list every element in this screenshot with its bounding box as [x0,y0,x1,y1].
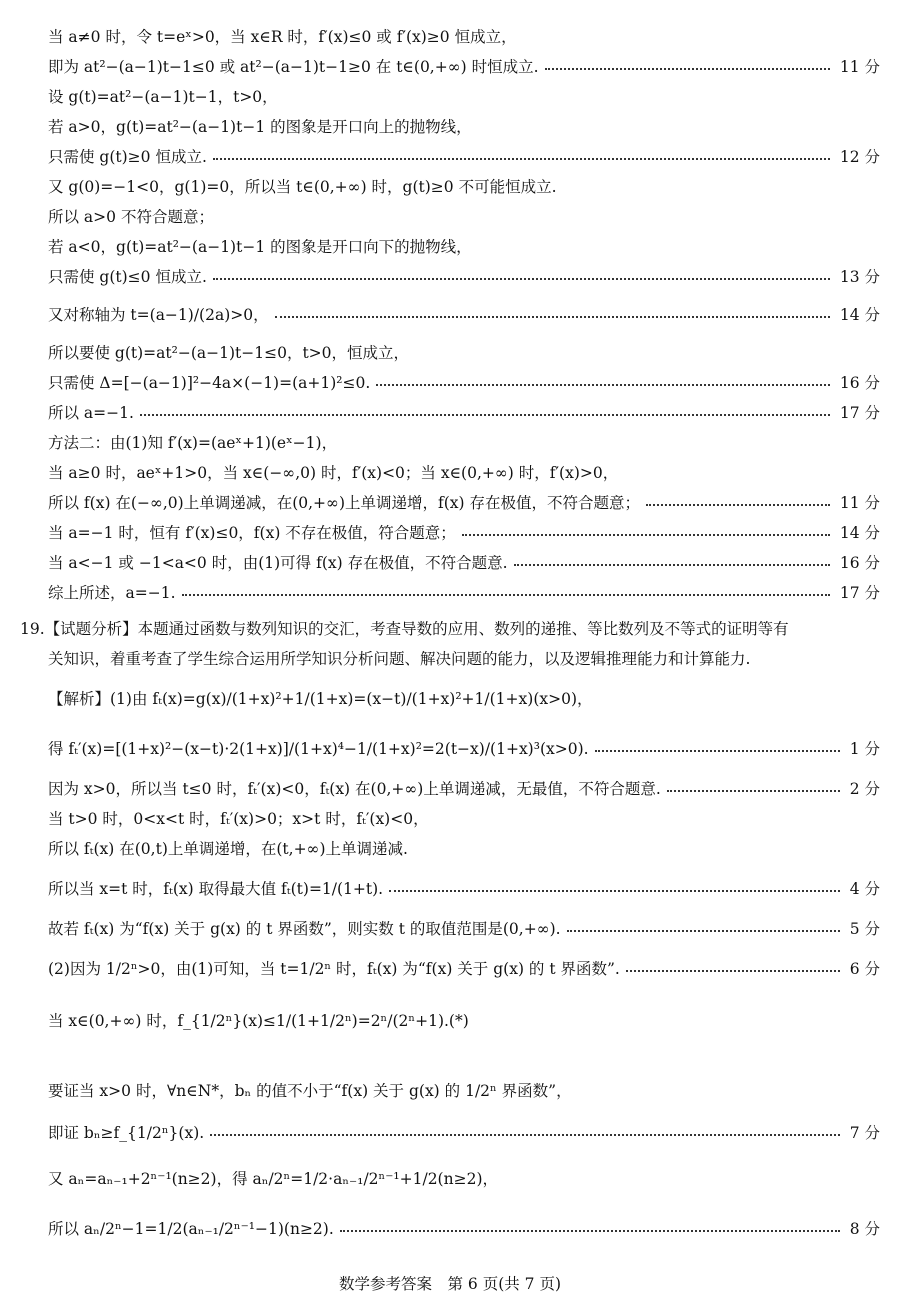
line-text: 所以 fₜ(x) 在(0,t)上单调递增，在(t,+∞)上单调递减. [48,840,408,858]
line-text: 只需使 g(t)≥0 恒成立. [48,148,207,166]
line-text: 所以 aₙ/2ⁿ−1=1/2(aₙ₋₁/2ⁿ⁻¹−1)(n≥2). [48,1220,334,1238]
line-text: 当 a≥0 时，aeˣ+1>0，当 x∈(−∞,0) 时，f′(x)<0；当 x∈(0,+∞) 时，f′(x)>0， [48,464,619,482]
line-text: 当 a<−1 或 −1<a<0 时，由(1)可得 f(x) 存在极值，不符合题意. [48,554,508,572]
answer-line [48,462,880,484]
line-text: 所以 a>0 不符合题意； [48,208,214,226]
answer-line [48,1168,880,1190]
score-label: 4 分 [849,880,880,898]
line-text: 设 g(t)=at²−(a−1)t−1，t>0， [48,88,278,106]
answer-line [48,236,880,258]
leader-dots [182,594,830,596]
answer-line [48,176,880,198]
answer-line [48,552,880,574]
answer-line [48,116,880,138]
line-text: 当 t>0 时，0<x<t 时，fₜ′(x)>0；x>t 时，fₜ′(x)<0， [48,810,429,828]
answer-line [48,432,880,454]
answer-line [48,778,880,800]
answer-line [48,492,880,514]
score-label: 17 分 [839,584,880,602]
line-text: 所以当 x=t 时，fₜ(x) 取得最大值 fₜ(t)=1/(1+t). [48,880,384,898]
leader-dots [376,384,830,386]
answer-line [48,206,880,228]
score-label: 17 分 [839,404,880,422]
answer-line [48,1080,880,1102]
leader-dots [567,930,840,932]
answer-line [48,304,880,326]
leader-dots [626,970,840,972]
page-footer: 数学参考答案 第 6 页(共 7 页) [338,1275,562,1293]
line-text: 只需使 g(t)≤0 恒成立. [48,268,207,286]
answer-line [48,1122,880,1144]
score-label: 5 分 [849,920,880,938]
leader-dots [646,504,830,506]
answer-line [48,918,880,940]
leader-dots [595,750,840,752]
leader-dots [667,790,840,792]
line-text: 若 a<0，g(t)=at²−(a−1)t−1 的图象是开口向下的抛物线， [48,238,472,256]
score-label: 11 分 [839,58,880,76]
score-label: 7 分 [849,1124,880,1142]
score-label: 6 分 [849,960,880,978]
answer-line [48,808,880,830]
score-label: 12 分 [839,148,880,166]
line-text: 因为 x>0，所以当 t≤0 时，fₜ′(x)<0，fₜ(x) 在(0,+∞)上单调递减，无最值，不符合题意. [48,780,661,798]
leader-dots [340,1230,840,1232]
line-text: 当 a≠0 时，令 t=eˣ>0，当 x∈R 时，f′(x)≤0 或 f′(x)≥0 恒成立， [48,28,517,46]
score-label: 1 分 [849,740,880,758]
leader-dots [462,534,830,536]
answer-line [48,688,880,710]
line-text: (2)因为 1/2ⁿ>0，由(1)可知，当 t=1/2ⁿ 时，fₜ(x) 为“f(x) 关于 g(x) 的 t 界函数”. [48,960,620,978]
score-label: 13 分 [839,268,880,286]
line-text: 又 aₙ=aₙ₋₁+2ⁿ⁻¹(n≥2)，得 aₙ/2ⁿ=1/2·aₙ₋₁/2ⁿ⁻¹+1/2(n≥2)， [48,1170,498,1188]
score-label: 2 分 [849,780,880,798]
line-text: 综上所述，a=−1. [48,584,176,602]
line-text: 要证当 x>0 时，∀n∈N*，bₙ 的值不小于“f(x) 关于 g(x) 的 1/2ⁿ 界函数”， [48,1082,572,1100]
answer-line [48,266,880,288]
leader-dots [514,564,830,566]
answer-line [48,738,880,760]
answer-line [48,86,880,108]
line-text: 得 fₜ′(x)=[(1+x)²−(x−t)·2(1+x)]/(1+x)⁴−1/(1+x)²=2(t−x)/(1+x)³(x>0). [48,740,589,758]
answer-line [48,958,880,980]
line-text: 又对称轴为 t=(a−1)/(2a)>0， [48,306,269,324]
answer-line [48,878,880,900]
line-text: 当 a=−1 时，恒有 f′(x)≤0，f(x) 不存在极值，符合题意； [48,524,456,542]
leader-dots [213,278,830,280]
leader-dots [213,158,830,160]
score-label: 16 分 [839,554,880,572]
leader-dots [389,890,840,892]
answer-line [20,618,880,640]
answer-line [48,372,880,394]
score-label: 8 分 [849,1220,880,1238]
answer-line [48,648,880,670]
answer-line [48,342,880,364]
score-label: 14 分 [839,524,880,542]
line-text: 19.【试题分析】本题通过函数与数列知识的交汇，考查导数的应用、数列的递推、等比数列及不等式的证明等有 [20,620,789,638]
answer-line [48,582,880,604]
line-text: 当 x∈(0,+∞) 时，f_{1/2ⁿ}(x)≤1/(1+1/2ⁿ)=2ⁿ/(2ⁿ+1).(*) [48,1012,469,1030]
line-text: 关知识，着重考查了学生综合运用所学知识分析问题、解决问题的能力，以及逻辑推理能力和计算能力. [48,650,751,668]
line-text: 只需使 Δ=[−(a−1)]²−4a×(−1)=(a+1)²≤0. [48,374,371,392]
leader-dots [210,1134,840,1136]
leader-dots [140,414,830,416]
leader-dots [275,316,830,318]
line-text: 【解析】(1)由 fₜ(x)=g(x)/(1+x)²+1/(1+x)=(x−t)/(1+x)²+1/(1+x)(x>0)， [48,690,593,708]
score-label: 16 分 [839,374,880,392]
answer-line [48,146,880,168]
line-text: 故若 fₜ(x) 为“f(x) 关于 g(x) 的 t 界函数”，则实数 t 的取值范围是(0,+∞). [48,920,561,938]
answer-line [48,1218,880,1240]
score-label: 11 分 [839,494,880,512]
answer-line [48,26,880,48]
answer-line [48,1010,880,1032]
answer-line [48,838,880,860]
line-text: 方法二：由(1)知 f′(x)=(aeˣ+1)(eˣ−1)， [48,434,338,452]
answer-line [48,56,880,78]
leader-dots [545,68,830,70]
line-text: 即证 bₙ≥f_{1/2ⁿ}(x). [48,1124,205,1142]
score-label: 14 分 [839,306,880,324]
answer-line [48,522,880,544]
line-text: 又 g(0)=−1<0，g(1)=0，所以当 t∈(0,+∞) 时，g(t)≥0 不可能恒成立. [48,178,557,196]
line-text: 所以 a=−1. [48,404,134,422]
line-text: 所以要使 g(t)=at²−(a−1)t−1≤0，t>0，恒成立， [48,344,410,362]
line-text: 所以 f(x) 在(−∞,0)上单调递减，在(0,+∞)上单调递增，f(x) 存在极值，不符合题意； [48,494,640,512]
line-text: 即为 at²−(a−1)t−1≤0 或 at²−(a−1)t−1≥0 在 t∈(0,+∞) 时恒成立. [48,58,539,76]
answer-line [48,402,880,424]
line-text: 若 a>0，g(t)=at²−(a−1)t−1 的图象是开口向上的抛物线， [48,118,472,136]
